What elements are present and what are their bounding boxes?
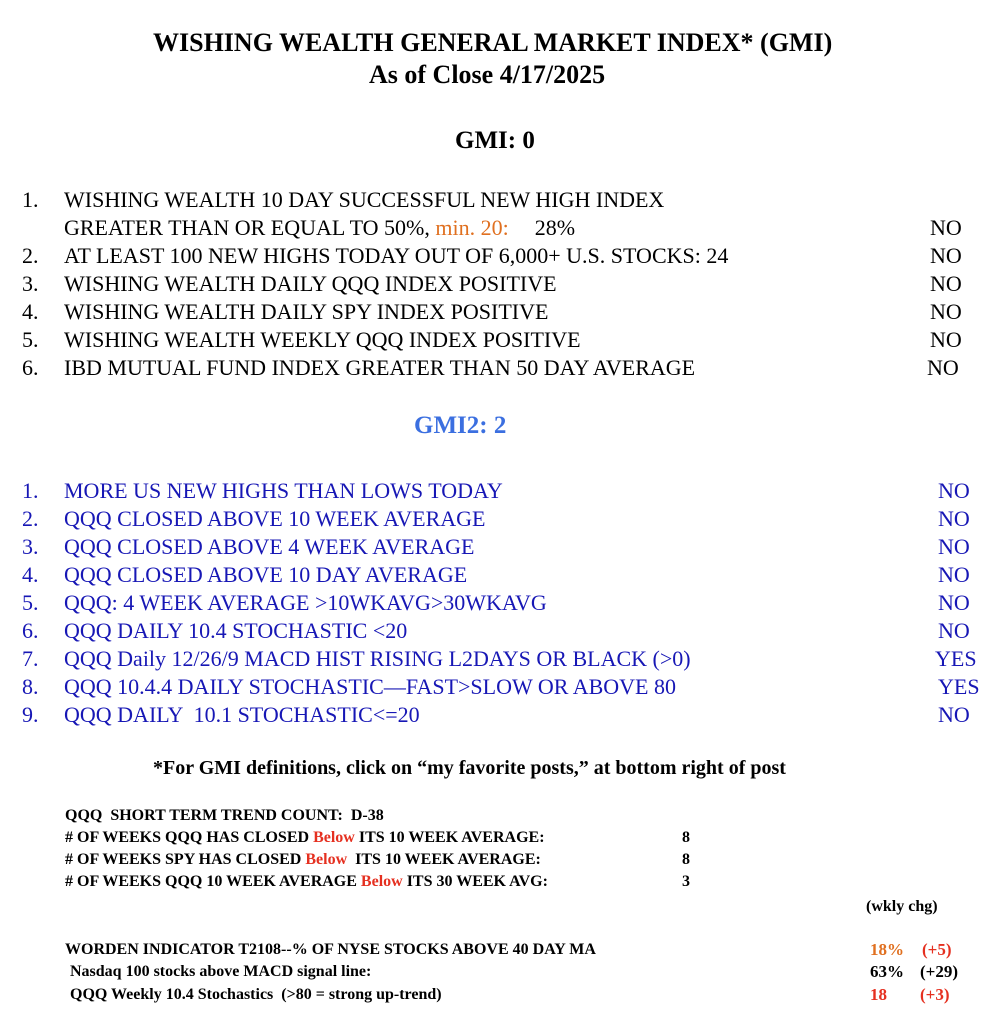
criterion-text: QQQ 10.4.4 DAILY STOCHASTIC—FAST>SLOW OR ABOVE 80 [64,674,676,699]
indicator-label: QQQ Weekly 10.4 Stochastics (>80 = strong up-trend) [70,986,442,1003]
indicator-change: (+29) [920,962,959,981]
weeks-text: ITS 10 WEEK AVERAGE: [354,829,545,846]
criterion-text: WISHING WEALTH DAILY SPY INDEX POSITIVE [64,299,549,324]
page-subtitle: As of Close 4/17/2025 [369,60,606,89]
criterion-number: 3. [22,534,39,559]
below-word: Below [305,851,348,868]
gmi2-criterion-5 [0,589,988,617]
weeks-text: # OF WEEKS QQQ 10 WEEK AVERAGE [65,873,361,890]
criterion-text: AT LEAST 100 NEW HIGHS TODAY OUT OF 6,000+ U.S. STOCKS: 24 [64,243,729,268]
weeks-below-row [65,871,548,893]
weeks-below-row [65,849,541,871]
criterion-number: 3. [22,271,39,296]
criterion-value: 28% [534,215,576,240]
indicator-label: Nasdaq 100 stocks above MACD signal line: [70,963,372,980]
weeks-text: ITS 10 WEEK AVERAGE: [347,851,541,868]
criterion-number: 7. [22,646,39,671]
criterion-text: WISHING WEALTH DAILY QQQ INDEX POSITIVE [64,271,557,296]
indicator-value: 18 [870,985,887,1004]
criterion-answer: NO [938,618,970,643]
gmi2-criterion-9 [0,701,988,729]
indicator-change: (+5) [922,940,952,959]
gmi-criterion-4 [0,298,988,326]
criterion-number: 6. [22,355,39,380]
criterion-answer: NO [938,534,970,559]
criterion-answer: NO [930,327,962,352]
weeks-text: # OF WEEKS SPY HAS CLOSED [65,851,306,868]
gmi-criterion-2 [0,242,988,270]
indicator-value: 18% [870,940,904,959]
criterion-number: 1. [22,187,39,212]
criterion-number: 9. [22,702,39,727]
gmi2-score: GMI2: 2 [414,412,507,439]
criterion-number: 4. [22,562,39,587]
trend-count: QQQ SHORT TERM TREND COUNT: D-38 [65,807,384,824]
criterion-number: 5. [22,590,39,615]
criterion-answer: NO [938,702,970,727]
criterion-text: MORE US NEW HIGHS THAN LOWS TODAY [64,478,503,503]
criterion-number: 4. [22,299,39,324]
criterion-text: QQQ CLOSED ABOVE 4 WEEK AVERAGE [64,534,475,559]
criterion-answer: YES [935,646,977,671]
criterion-text: QQQ DAILY 10.1 STOCHASTIC<=20 [64,702,420,727]
criterion-text-line2 [64,214,575,242]
criterion-answer: NO [927,355,959,380]
gmi2-criterion-7 [0,645,988,673]
criterion-text: IBD MUTUAL FUND INDEX GREATER THAN 50 DAY AVERAGE [64,355,696,380]
gmi-criterion-6 [0,354,988,382]
indicator-value: 63% [870,962,904,981]
criterion-answer: YES [938,674,980,699]
weeks-value: 3 [682,873,690,890]
gmi-score: GMI: 0 [455,127,535,154]
indicator-label: WORDEN INDICATOR T2108--% OF NYSE STOCKS ABOVE 40 DAY MA [65,941,596,958]
criterion-number: 2. [22,506,39,531]
criterion-answer: NO [938,562,970,587]
gmi2-criterion-3 [0,533,988,561]
criterion-number: 8. [22,674,39,699]
criterion-answer: NO [930,271,962,296]
criterion-answer: NO [938,506,970,531]
criterion-number: 1. [22,478,39,503]
criterion-number: 5. [22,327,39,352]
gmi-criterion-5 [0,326,988,354]
gmi2-criterion-6 [0,617,988,645]
gmi2-criterion-2 [0,505,988,533]
criterion-text: QQQ DAILY 10.4 STOCHASTIC <20 [64,618,408,643]
gmi2-criterion-4 [0,561,988,589]
min-threshold: min. 20: [435,215,509,240]
weeks-value: 8 [682,851,690,868]
gmi2-criterion-1 [0,477,988,505]
gmi-criterion-3 [0,270,988,298]
gmi-criterion-1-cont [0,214,988,242]
weeks-value: 8 [682,829,690,846]
weeks-below-row [65,827,545,849]
gmi-criterion-1 [0,186,988,214]
page-title: WISHING WEALTH GENERAL MARKET INDEX* (GMI) [153,28,833,57]
criterion-text: QQQ CLOSED ABOVE 10 DAY AVERAGE [64,562,468,587]
criterion-number: 6. [22,618,39,643]
weeks-text: # OF WEEKS QQQ HAS CLOSED [65,829,314,846]
weeks-text: ITS 30 WEEK AVG: [402,873,548,890]
criterion-text: GREATER THAN OR EQUAL TO 50%, [64,215,436,240]
below-word: Below [313,829,355,846]
gmi2-criterion-8 [0,673,988,701]
indicator-change: (+3) [920,985,950,1004]
criterion-text: QQQ: 4 WEEK AVERAGE >10WKAVG>30WKAVG [64,590,547,615]
criterion-answer: NO [930,243,962,268]
weekly-change-header: (wkly chg) [866,898,938,915]
below-word: Below [360,873,403,890]
criterion-answer: NO [938,590,970,615]
criterion-answer: NO [930,299,962,324]
criterion-text: QQQ Daily 12/26/9 MACD HIST RISING L2DAYS OR BLACK (>0) [64,646,691,671]
criterion-answer: NO [938,478,970,503]
criterion-text: WISHING WEALTH WEEKLY QQQ INDEX POSITIVE [64,327,581,352]
criterion-number: 2. [22,243,39,268]
definitions-note: *For GMI definitions, click on “my favorite posts,” at bottom right of post [153,757,786,779]
criterion-answer: NO [930,215,962,240]
criterion-text: QQQ CLOSED ABOVE 10 WEEK AVERAGE [64,506,486,531]
criterion-text: WISHING WEALTH 10 DAY SUCCESSFUL NEW HIGH INDEX [64,187,665,212]
